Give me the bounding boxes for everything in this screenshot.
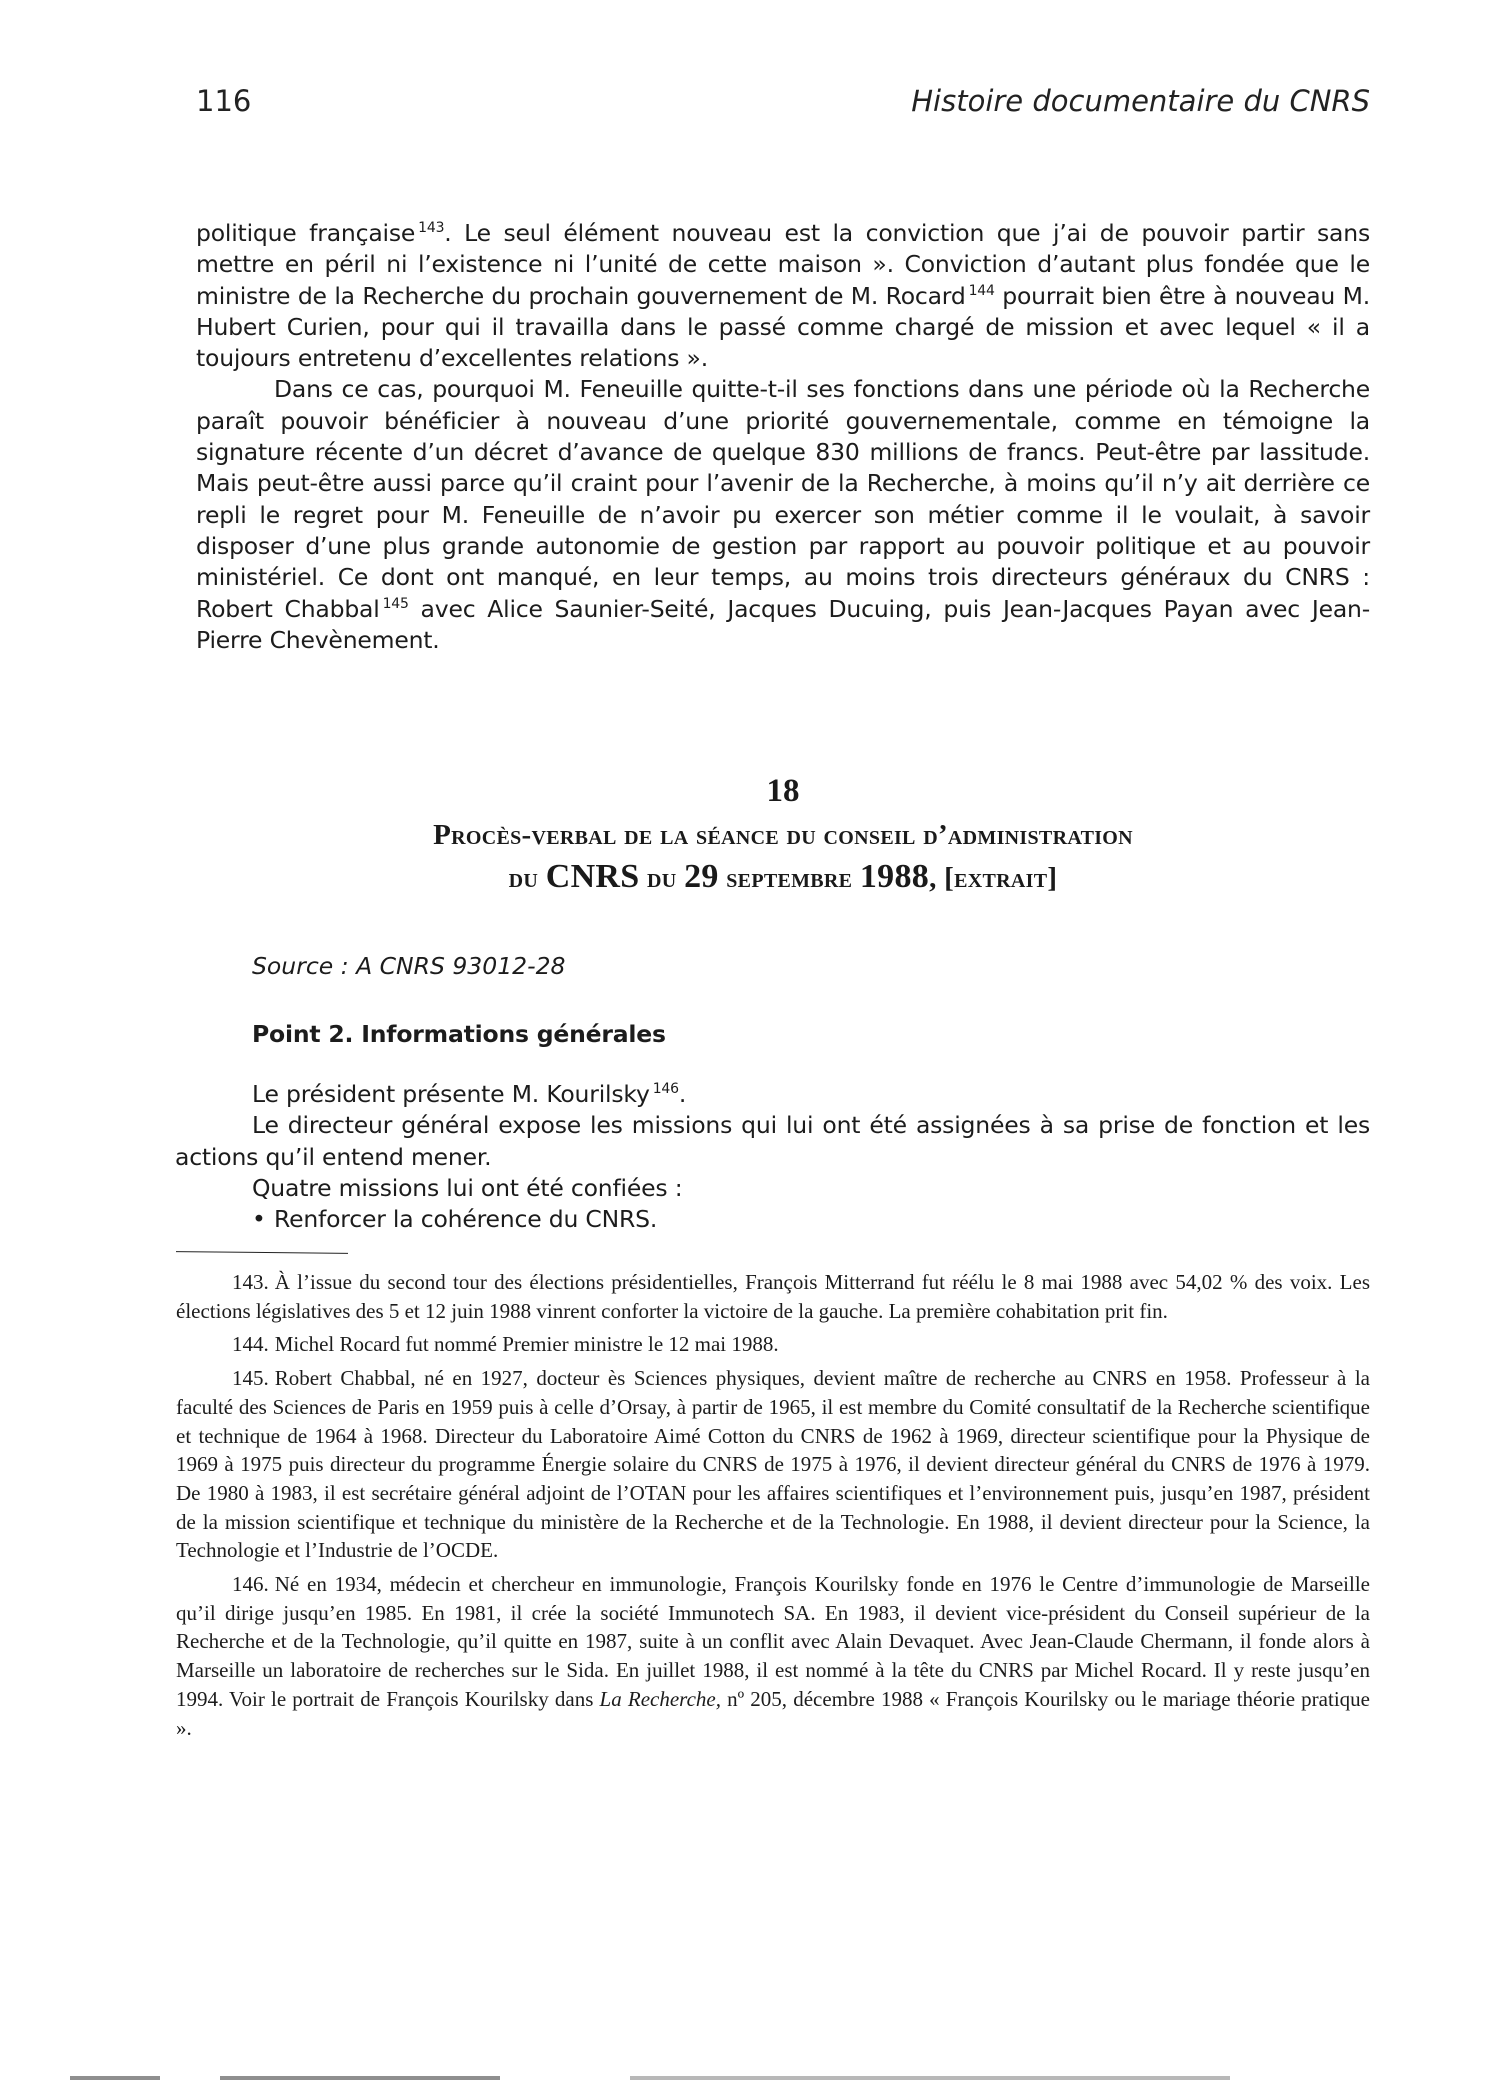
scan-artifact — [220, 2076, 500, 2080]
scan-artifact — [630, 2076, 1230, 2080]
footnote-number: 145. — [232, 1366, 269, 1391]
footnote-number: 146. — [232, 1572, 269, 1597]
footnote-ref-145[interactable]: 145 — [382, 595, 409, 612]
text-run: Dans ce cas, pourquoi M. Feneuille quitte-t-il ses fonctions dans une période où la Recherche paraît pouvoir bénéficier à nouveau d’une priorité gouvernementale, comme en témoigne la signature récente d’un décret d’avance de quelque 830 millions de francs. Peut-être par lassitude. Mais peut-être aussi parce qu’il craint pour l’avenir de la Recherche, à moins qu’il n’y ait derrière ce repli le regret pour M. Feneuille de n’avoir pu exercer son métier comme il le voulait, à savoir disposer d’une plus grande autonomie de gestion par rapport au pouvoir politique et au pouvoir ministériel. Ce dont ont manqué, en leur temps, au moins trois directeurs généraux du CNRS : Robert Chabbal — [196, 375, 1370, 623]
title-part: du — [639, 862, 685, 894]
source-citation: Source : A CNRS 93012-28 — [252, 952, 566, 980]
footnote-146 — [176, 1570, 1370, 1742]
intro-text — [196, 218, 1370, 656]
title-part: CNRS — [545, 858, 640, 895]
footnote-separator — [176, 1251, 348, 1254]
section-number: 18 — [766, 773, 800, 809]
footnote-number: 144. — [232, 1332, 269, 1357]
text-run: pourrait bien être à nouveau M. Hubert Curien, pour qui il travailla dans le passé comme chargé de mission et avec lequel « il a toujours entretenu d’excellentes relations ». — [196, 281, 1370, 373]
footnote-text: Robert Chabbal, né en 1927, docteur ès Sciences physiques, devient maître de recherche au CNRS en 1958. Professeur à la faculté des Sciences de Paris en 1959 puis à celle d’Orsay, à partir de 1965, il est membre du Comité consultatif de la Recherche scientifique et technique de 1964 à 1968. Directeur du Laboratoire Aimé Cotton du CNRS de 1962 à 1969, directeur scientifique pour la Physique de 1969 à 1975 puis directeur du programme Énergie solaire du CNRS de 1975 à 1976, il devient directeur général du CNRS de 1976 à 1979. De 1980 à 1983, il est secrétaire général adjoint de l’OTAN pour les affaires scientifiques et l’environnement puis, jusqu’en 1987, président de la mission scientifique et technique du ministère de la Recherche et de la Technologie. En 1988, il devient directeur pour la Science, la Technologie et l’Industrie de l’OCDE. — [176, 1366, 1370, 1563]
minutes-line-2: Le directeur général expose les missions qui lui ont été assignées à sa prise de fonction et les actions qu’il entend mener. — [175, 1111, 1370, 1171]
mission-bullet-1 — [175, 1204, 1370, 1235]
title-part: septembre — [718, 862, 860, 894]
running-title: Histoire documentaire du CNRS — [911, 84, 1370, 118]
footnote-ref-146[interactable]: 146 — [652, 1081, 679, 1097]
section-title-line-1: Procès-verbal de la séance du conseil d’administration — [433, 819, 1133, 851]
title-part: 29 — [684, 858, 719, 895]
footnote-143 — [176, 1268, 1370, 1325]
journal-title: La Recherche, — [599, 1686, 721, 1711]
point-heading: Point 2. Informations générales — [252, 1020, 666, 1048]
scan-artifact — [70, 2076, 160, 2080]
footnote-text: À l’issue du second tour des élections présidentielles, François Mitterrand fut réélu le 8 mai 1988 avec 54,02 % des voix. Les élections législatives des 5 et 12 juin 1988 vinrent conforter la victoire de la gauche. La première cohabitation prit fin. — [176, 1270, 1370, 1323]
text-run: . — [678, 1080, 687, 1108]
section-title-line-2 — [196, 856, 1370, 899]
footnote-text: Michel Rocard fut nommé Premier ministre le 12 mai 1988. — [274, 1332, 779, 1357]
minutes-line-3: Quatre missions lui ont été confiées : — [252, 1173, 683, 1202]
footnote-text: Né en 1934, médecin et chercheur en immunologie, François Kourilsky fonde en 1976 le Centre d’immunologie de Marseille qu’il dirige jusqu’en 1985. En 1981, il crée la société Immunotech SA. En 1983, il devient vice-président du Conseil supérieur de la Recherche et de la Technologie, qu’il quitte en 1987, suite à un conflit avec Alain Devaquet. Avec Jean-Claude Chermann, il fonde alors à Marseille un laboratoire de recherches sur le Sida. En juillet 1988, il est nommé à la tête du CNRS par Michel Rocard. Il y reste jusqu’en 1994. Voir le portrait de François Kourilsky dans — [176, 1572, 1370, 1711]
minutes-text — [175, 1079, 1370, 1235]
title-part: , [extrait] — [929, 862, 1058, 894]
minutes-line-1 — [175, 1079, 1370, 1110]
footnote-ref-144[interactable]: 144 — [968, 282, 995, 299]
title-part: 1988 — [859, 858, 930, 895]
footnote-number: 143. — [232, 1270, 269, 1294]
footnote-145 — [176, 1364, 1370, 1565]
text-run: Le président présente M. Kourilsky — [252, 1080, 650, 1108]
bullet-icon: • — [252, 1205, 266, 1234]
footnote-144 — [176, 1330, 1370, 1359]
intro-paragraph-2 — [196, 374, 1370, 656]
footnote-text: nº 205, décembre 1988 « François Kourilsky ou le mariage théorie pratique ». — [176, 1686, 1370, 1740]
running-header — [196, 84, 1370, 128]
intro-paragraph-1 — [196, 218, 1370, 374]
text-run: . Le seul élément nouveau est la conviction que j’ai de pouvoir partir sans mettre en péril ni l’existence ni l’unité de cette maison ». Conviction d’autant plus fondée que le ministre de la Recherche du prochain gouvernement de M. Rocard — [196, 219, 1370, 310]
text-run: avec Alice Saunier-Seité, Jacques Ducuing, puis Jean-Jacques Payan avec Jean-Pierre Chevènement. — [196, 594, 1370, 654]
bullet-text: Renforcer la cohérence du CNRS. — [274, 1205, 658, 1234]
title-part: du — [508, 862, 546, 894]
page-number: 116 — [196, 84, 252, 118]
footnotes — [176, 1268, 1370, 1747]
text-run: politique française — [196, 219, 416, 247]
footnote-ref-143[interactable]: 143 — [418, 220, 445, 236]
section-heading — [196, 768, 1370, 899]
